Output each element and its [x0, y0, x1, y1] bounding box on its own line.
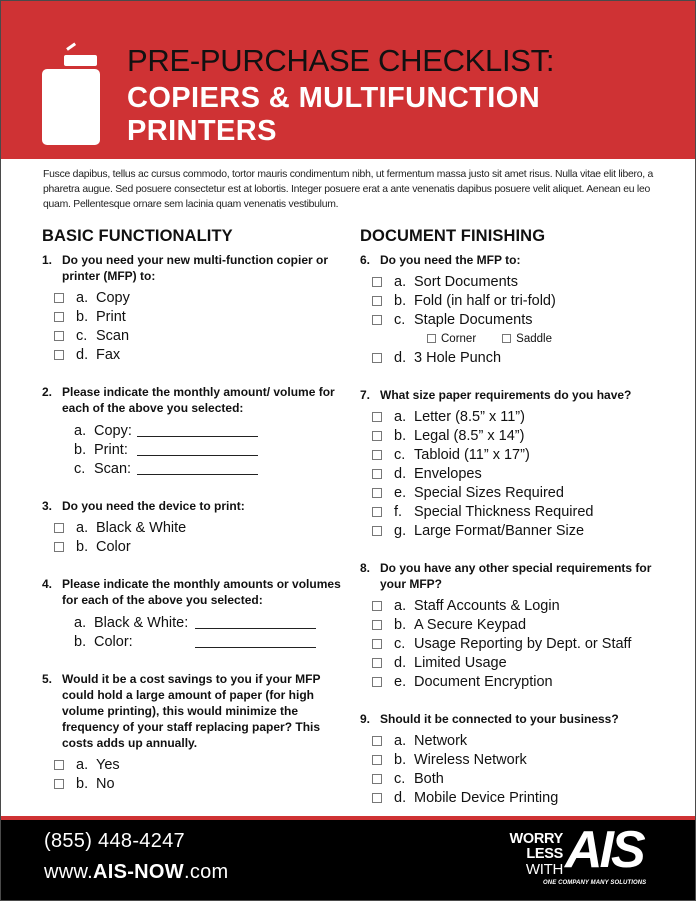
option-letter[interactable]: a. Letter (8.5” x 11”) — [360, 407, 670, 426]
logo-tagline-stack: WORRY LESS WITH — [509, 831, 563, 878]
checkbox[interactable] — [372, 601, 382, 611]
option-special-thickness[interactable]: f. Special Thickness Required — [360, 502, 670, 521]
question-number: 9. — [360, 712, 371, 726]
question-text: Do you need the MFP to: — [380, 253, 521, 267]
scan-volume-input[interactable] — [137, 462, 258, 475]
option-tabloid[interactable]: c. Tabloid (11” x 17”) — [360, 445, 670, 464]
field-print-volume: b. Print: — [42, 440, 342, 459]
checkbox[interactable] — [372, 793, 382, 803]
question-1 — [42, 252, 342, 364]
logo-subtitle: ONE COMPANY MANY SOLUTIONS — [543, 880, 647, 886]
bw-volume-input[interactable] — [195, 616, 316, 629]
checkbox[interactable] — [54, 350, 64, 360]
question-text: Please indicate the monthly amounts or volumes for each of the above you selected: — [62, 577, 341, 607]
checkbox[interactable] — [372, 469, 382, 479]
checkbox[interactable] — [372, 658, 382, 668]
checkbox[interactable] — [54, 312, 64, 322]
question-text: Do you need the device to print: — [62, 499, 245, 513]
page-title-line2: COPIERS & MULTIFUNCTION — [127, 82, 541, 114]
field-copy-volume: a. Copy: — [42, 421, 342, 440]
field-bw-volume: a. Black & White: — [42, 613, 342, 632]
checkbox[interactable] — [372, 526, 382, 536]
question-2 — [42, 384, 342, 478]
option-color[interactable]: b. Color — [42, 537, 342, 556]
section-title: BASIC FUNCTIONALITY — [42, 227, 233, 245]
checkbox[interactable] — [54, 760, 64, 770]
checkbox[interactable] — [372, 507, 382, 517]
color-volume-input[interactable] — [195, 635, 316, 648]
checkbox[interactable] — [372, 639, 382, 649]
option-document-encryption[interactable]: e. Document Encryption — [360, 672, 670, 691]
intro-paragraph: Fusce dapibus, tellus ac cursus commodo, tortor mauris condimentum nibh, ut fermentum massa justo sit amet risus. Nulla vitae elit libero, a pharetra augue. Sed posuere consectetur est at lobortis. Integer posuere erat a ante venenatis dapibus posuere velit aliquet. Aenean eu leo quam. Pellentesque ornare sem lacinia quam venenatis vestibulum. — [43, 169, 654, 210]
checkbox[interactable] — [372, 277, 382, 287]
question-6 — [360, 252, 670, 367]
copy-volume-input[interactable] — [137, 424, 258, 437]
checkbox[interactable] — [54, 542, 64, 552]
question-text: Should it be connected to your business? — [380, 712, 619, 726]
option-print[interactable]: b. Print — [42, 307, 342, 326]
option-staple-corner[interactable]: Corner — [427, 333, 476, 345]
question-text: What size paper requirements do you have? — [380, 388, 632, 402]
option-special-sizes[interactable]: e. Special Sizes Required — [360, 483, 670, 502]
section-title: DOCUMENT FINISHING — [360, 227, 546, 245]
field-scan-volume: c. Scan: — [42, 459, 342, 478]
page-title-line3: PRINTERS — [127, 115, 277, 147]
question-number: 6. — [360, 253, 371, 267]
header-banner — [1, 1, 695, 159]
question-text: Please indicate the monthly amount/ volume for each of the above you selected: — [62, 385, 335, 415]
question-9 — [360, 711, 670, 807]
checkbox[interactable] — [54, 293, 64, 303]
question-number: 3. — [42, 499, 53, 513]
option-legal[interactable]: b. Legal (8.5” x 14”) — [360, 426, 670, 445]
question-text: Do you need your new multi-function copier or printer (MFP) to: — [62, 253, 329, 283]
field-color-volume: b. Color: — [42, 632, 342, 651]
question-4 — [42, 576, 342, 651]
question-number: 5. — [42, 672, 53, 686]
option-limited-usage[interactable]: d. Limited Usage — [360, 653, 670, 672]
question-text: Do you have any other special requirements for your MFP? — [380, 561, 652, 591]
print-volume-input[interactable] — [137, 443, 258, 456]
question-5 — [42, 671, 342, 793]
question-number: 7. — [360, 388, 371, 402]
checkbox[interactable] — [372, 620, 382, 630]
option-sort-documents[interactable]: a. Sort Documents — [360, 272, 670, 291]
option-mobile-printing[interactable]: d. Mobile Device Printing — [360, 788, 670, 807]
checkbox[interactable] — [372, 677, 382, 687]
option-large-format[interactable]: g. Large Format/Banner Size — [360, 521, 670, 540]
basic-functionality-section — [42, 227, 342, 793]
checkbox[interactable] — [372, 450, 382, 460]
document-finishing-section — [360, 227, 670, 807]
question-3 — [42, 498, 342, 556]
checkbox[interactable] — [372, 774, 382, 784]
ais-logo — [491, 821, 671, 890]
question-8 — [360, 560, 670, 691]
option-yes[interactable]: a. Yes — [42, 755, 342, 774]
option-black-white[interactable]: a. Black & White — [42, 518, 342, 537]
logo-brand: AIS — [565, 821, 643, 879]
option-fax[interactable]: d. Fax — [42, 345, 342, 364]
question-text: Would it be a cost savings to you if your MFP could hold a large amount of paper (for high volume printing), this would minimize the frequency of your staff replacing paper? This costs adds up annually. — [62, 672, 321, 750]
option-staple-saddle[interactable]: Saddle — [502, 333, 552, 345]
question-number: 1. — [42, 253, 53, 267]
option-copy[interactable]: a. Copy — [42, 288, 342, 307]
checkbox[interactable] — [372, 755, 382, 765]
phone-number[interactable]: (855) 448-4247 — [44, 830, 185, 852]
option-fold[interactable]: b. Fold (in half or tri-fold) — [360, 291, 670, 310]
copier-icon — [42, 46, 100, 145]
question-7 — [360, 387, 670, 540]
page-title-line1: PRE-PURCHASE CHECKLIST: — [127, 43, 555, 78]
option-scan[interactable]: c. Scan — [42, 326, 342, 345]
option-envelopes[interactable]: d. Envelopes — [360, 464, 670, 483]
checkbox[interactable] — [372, 431, 382, 441]
checkbox[interactable] — [372, 353, 382, 363]
website-link[interactable]: www.AIS-NOW.com — [44, 861, 229, 883]
checkbox[interactable] — [372, 412, 382, 422]
option-both[interactable]: c. Both — [360, 769, 670, 788]
question-number: 2. — [42, 385, 53, 399]
checkbox[interactable] — [372, 488, 382, 498]
option-secure-keypad[interactable]: b. A Secure Keypad — [360, 615, 670, 634]
checkbox[interactable] — [54, 331, 64, 341]
option-3-hole-punch[interactable]: d. 3 Hole Punch — [360, 348, 670, 367]
option-usage-reporting[interactable]: c. Usage Reporting by Dept. or Staff — [360, 634, 670, 653]
option-no[interactable]: b. No — [42, 774, 342, 793]
checkbox[interactable] — [372, 296, 382, 306]
question-number: 8. — [360, 561, 371, 575]
checkbox[interactable] — [54, 779, 64, 789]
checkbox[interactable] — [427, 334, 436, 343]
checkbox[interactable] — [54, 523, 64, 533]
staple-sub-options — [360, 329, 670, 348]
question-number: 4. — [42, 577, 53, 591]
option-wireless-network[interactable]: b. Wireless Network — [360, 750, 670, 769]
option-staff-accounts[interactable]: a. Staff Accounts & Login — [360, 596, 670, 615]
footer — [1, 820, 695, 901]
checkbox[interactable] — [502, 334, 511, 343]
checkbox[interactable] — [372, 315, 382, 325]
page-title-main — [127, 82, 540, 148]
option-network[interactable]: a. Network — [360, 731, 670, 750]
checkbox[interactable] — [372, 736, 382, 746]
option-staple-documents[interactable]: c. Staple Documents — [360, 310, 670, 329]
